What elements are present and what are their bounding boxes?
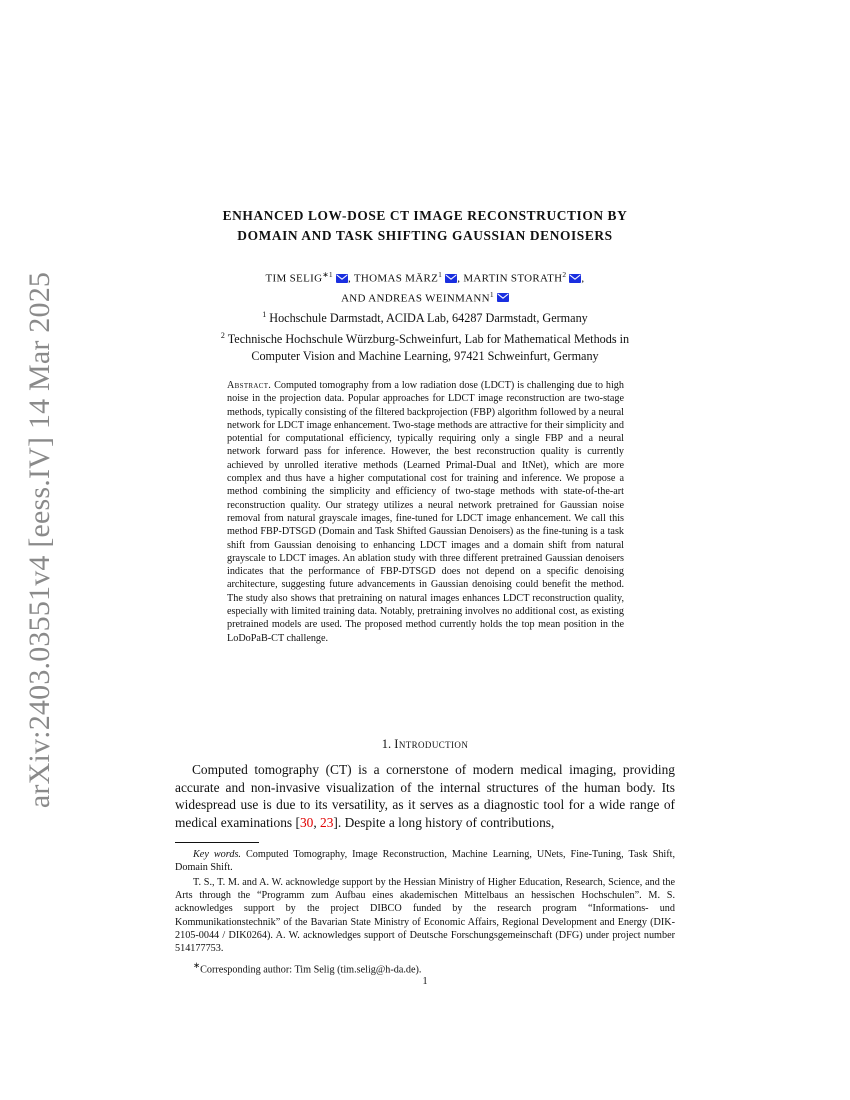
abstract-text: Computed tomography from a low radiation dose (LDCT) is challenging due to high noise in the projection data. Popular approaches for LDCT image reconstruction are two-stage methods, typically consisting of the filtered backprojection (FBP) algorithm followed by a neural network for LDCT image enhancement. Two-stage methods are attractive for their simplicity and potential for computational efficiency, typically requiring only a single FBP and a neural network forward pass for inference. However, the best reconstruction quality is currently achieved by unrolled iterative methods (Learned Primal-Dual and ItNet), which are more complex and thus have a higher computational cost for training and inference. We propose a method combining the simplicity and efficiency of two-stage methods with state-of-the-art reconstruction quality. Our strategy utilizes a neural network pretrained for Gaussian noise removal from natural grayscale images, fine-tuned for LDCT image enhancement. We call this method FBP-DTSGD (Domain and Task Shifted Gaussian Denoisers) as the fine-tuning is a task shift from Gaussian denoising to enhancing LDCT images and a domain shift from natural grayscale to LDCT images. An ablation study with three different pretrained Gaussian denoisers indicates that the performance of FBP-DTSGD does not depend on a specific denoising architecture, suggesting future advancements in Gaussian denoising could benefit the method. The study also shows that pretraining on natural images enhances LDCT reconstruction quality, especially with limited training data. Notably, pretraining involves no additional cost, as existing pretrained models are used. The proposed method currently holds the top mean position in the LoDoPaB-CT challenge. [227,380,624,644]
email-icon[interactable] [336,274,348,283]
author-4-sup: 1 [489,289,494,299]
affiliation-2 [150,327,700,348]
section-number: 1. [381,737,392,751]
affiliations [150,306,700,365]
section-title: Introduction [394,737,469,751]
keywords-text: Computed Tomography, Image Reconstruction, Machine Learning, UNets, Fine-Tuning, Task Shift, Domain Shift. [175,849,676,874]
author-line-2 [150,287,700,307]
keywords-label: Key words. [193,849,241,860]
corresponding-sup: ∗ [193,960,201,970]
author-sep: , [581,272,585,285]
corresponding-text: Corresponding author: Tim Selig (tim.selig@h-da.de). [200,964,422,976]
email-icon[interactable] [569,274,581,283]
section-heading [175,737,675,752]
citation-link[interactable]: 30 [299,814,314,830]
author-1-name: TIM SELIG [265,272,323,285]
citation-link[interactable]: 23 [320,814,334,830]
email-icon[interactable] [445,274,457,283]
author-line-1 [150,267,700,287]
abstract-label: Abstract. [227,380,272,391]
title-line-1: ENHANCED LOW-DOSE CT IMAGE RECONSTRUCTION BY [222,208,628,223]
body-paragraph [175,761,675,831]
author-3-sup: 2 [562,270,567,279]
author-sep: , [347,272,352,285]
footnote-corresponding [175,959,675,977]
email-icon[interactable] [497,293,509,302]
arxiv-stamp [20,271,60,809]
author-2-sup: 1 [438,270,443,279]
author-1-sup: ∗1 [322,270,333,279]
acknowledgements-text: T. S., T. M. and A. W. acknowledge support by the Hessian Ministry of Higher Education, Research, Science, and the Arts through the “Programm zum Aufbau eines akademischen Mittelbaus an hessischen Hochschulen”. M. S. acknowledges support by the project DIBCO funded by the research program “Informations- und Kommunikationstechnik” of the Bavarian State Ministry of Economic Affairs, Regional Development and Energy (DIK-2105-0044 / DIK0264). A. W. acknowledges support of Deutsche Forschungsgemeinschaft (DFG) under project number 514177753. [175,877,675,955]
author-4-name: AND ANDREAS WEINMANN [341,292,490,305]
footnote-keywords [175,848,675,874]
paper-title [150,206,700,246]
footnote-rule [175,842,259,843]
citation-sep: , [313,814,321,830]
affiliation-2-line-1: Technische Hochschule Würzburg-Schweinfurt, Lab for Mathematical Methods in [227,332,630,347]
title-line-2: DOMAIN AND TASK SHIFTING GAUSSIAN DENOISERS [237,228,613,243]
arxiv-stamp-text[interactable]: arXiv:2403.03551v4 [eess.IV] 14 Mar 2025 [23,271,56,809]
affiliation-2-sup: 2 [220,331,225,341]
affiliation-1-sup: 1 [262,310,267,319]
author-list [150,267,700,306]
affiliation-2-cont: Computer Vision and Machine Learning, 97421 Schweinfurt, Germany [251,349,599,364]
footnote-acknowledgements [175,876,675,955]
author-sep: , [457,272,461,285]
author-2-name: THOMAS MÄRZ [353,272,439,285]
affiliation-1-text: Hochschule Darmstadt, ACIDA Lab, 64287 Darmstadt, Germany [269,311,588,326]
body-text-end: ]. Despite a long history of contributions, [333,814,555,830]
body-text-start: Computed tomography (CT) is a cornerstone of modern medical imaging, providing accurate and non-invasive visualization of the internal structures of the human body. Its widespread use is due to its versatility, as it serves as a diagnostic tool for a wide range of medical examinations [ [175,762,675,830]
abstract [227,379,624,645]
affiliation-1 [150,306,700,327]
author-3-name: MARTIN STORATH [463,272,563,285]
page-number: 1 [422,976,428,987]
